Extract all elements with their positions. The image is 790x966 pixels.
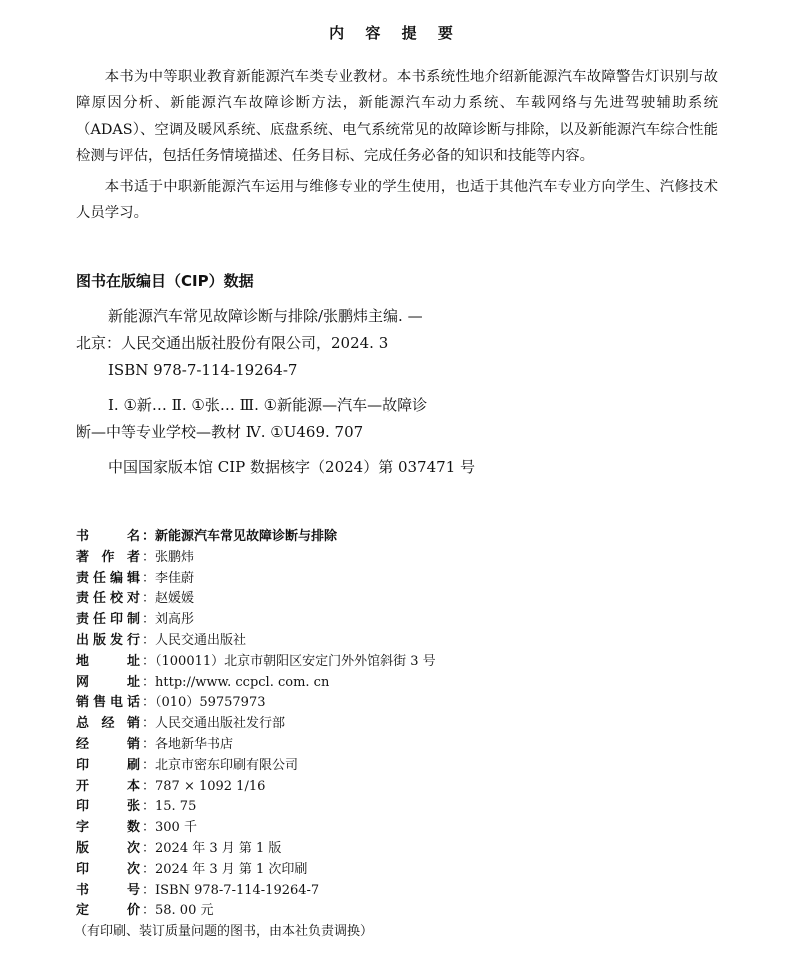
cip-line: ISBN 978-7-114-19264-7 — [108, 361, 298, 379]
colophon-label: 定 价 — [76, 903, 140, 919]
colophon-row — [76, 756, 736, 777]
colophon-label: 出 版 发 行 — [76, 632, 140, 648]
colophon-row — [76, 610, 736, 631]
colophon-row — [76, 673, 736, 694]
colophon-value: ：人民交通出版社 — [142, 632, 247, 648]
colophon-value: ：787 × 1092 1/16 — [142, 778, 266, 794]
colophon-value: ：300 千 — [142, 820, 197, 836]
cip-heading: 图书在版编目（CIP）数据 — [76, 272, 254, 290]
colophon-value: ：15. 75 — [142, 799, 197, 815]
colophon-label: 印 次 — [76, 861, 140, 877]
cip-section — [76, 270, 736, 481]
summary-section — [76, 64, 718, 230]
cip-line: 中国国家版本馆 CIP 数据核字（2024）第 037471 号 — [108, 458, 476, 476]
colophon-label: 总 经 销 — [76, 716, 140, 732]
colophon-label: 印 张 — [76, 799, 140, 815]
colophon-value: ：（100011）北京市朝阳区安定门外外馆斜街 3 号 — [142, 653, 436, 669]
cip-line: 新能源汽车常见故障诊断与排除/张鹏炜主编. — — [108, 307, 423, 325]
colophon-value: ：2024 年 3 月 第 1 版 — [142, 840, 282, 856]
colophon-row — [76, 735, 736, 756]
colophon-label: 印 刷 — [76, 757, 140, 773]
colophon-value: ：新能源汽车常见故障诊断与排除 — [142, 529, 338, 544]
colophon-row — [76, 881, 736, 902]
colophon-value: ：ISBN 978-7-114-19264-7 — [142, 882, 320, 898]
colophon-value: ：各地新华书店 — [142, 736, 234, 752]
colophon-value: ：张鹏炜 — [142, 549, 195, 565]
colophon-label: 责 任 印 制 — [76, 612, 140, 628]
colophon-value: ：北京市密东印刷有限公司 — [142, 757, 299, 773]
colophon-label: 销 售 电 话 — [76, 695, 140, 711]
colophon-value: ：http://www. ccpcl. com. cn — [142, 674, 330, 690]
summary-paragraph: 本书为中等职业教育新能源汽车类专业教材。本书系统性地介绍新能源汽车故障警告灯识别与故障原因分析、新能源汽车故障诊断方法，新能源汽车动力系统、车载网络与先进驾驶辅助系统（ADAS）、空调及暖风系统、底盘系统、电气系统常见的故障诊断与排除，以及新能源汽车综合性能检测与评估，包括任务情境描述、任务目标、完成任务必备的知识和技能等内容。 — [76, 69, 718, 165]
colophon-row — [76, 714, 736, 735]
colophon-row — [76, 589, 736, 610]
cip-line: 北京：人民交通出版社股份有限公司，2024. 3 — [76, 334, 389, 352]
colophon-label: 经 销 — [76, 736, 140, 752]
colophon-value: ：人民交通出版社发行部 — [142, 716, 286, 732]
colophon-label: 书 名 — [76, 529, 140, 544]
colophon-rows — [76, 527, 736, 922]
quality-note: （有印刷、装订质量问题的图书，由本社负责调换） — [74, 924, 374, 940]
colophon-row — [76, 693, 736, 714]
colophon-value: ：李佳蔚 — [142, 570, 195, 586]
colophon-label: 版 次 — [76, 840, 140, 856]
colophon-row — [76, 818, 736, 839]
cip-line: 断—中等专业学校—教材 Ⅳ. ①U469. 707 — [76, 423, 364, 441]
colophon-row — [76, 797, 736, 818]
colophon-label: 字 数 — [76, 820, 140, 836]
colophon-label: 网 址 — [76, 674, 140, 690]
colophon-label: 书 号 — [76, 882, 140, 898]
colophon-value: ：（010）59757973 — [142, 695, 266, 711]
colophon-row — [76, 839, 736, 860]
colophon-row — [76, 548, 736, 569]
colophon-value: ：2024 年 3 月 第 1 次印刷 — [142, 861, 308, 877]
colophon-section — [76, 527, 736, 943]
colophon-label: 责 任 编 辑 — [76, 570, 140, 586]
colophon-row — [76, 860, 736, 881]
colophon-row — [76, 652, 736, 673]
colophon-row — [76, 527, 736, 548]
colophon-label: 著 作 者 — [76, 549, 140, 565]
colophon-label: 开 本 — [76, 778, 140, 794]
colophon-value: ：58. 00 元 — [142, 903, 214, 919]
colophon-label: 地 址 — [76, 653, 140, 669]
colophon-row — [76, 631, 736, 652]
colophon-row — [76, 901, 736, 922]
colophon-value: ：刘高彤 — [142, 612, 195, 628]
cip-line: Ⅰ. ①新… Ⅱ. ①张… Ⅲ. ①新能源—汽车—故障诊 — [108, 396, 428, 414]
colophon-label: 责 任 校 对 — [76, 591, 140, 607]
colophon-row — [76, 569, 736, 590]
page-title: 内 容 提 要 — [329, 24, 461, 42]
summary-paragraph: 本书适于中职新能源汽车运用与维修专业的学生使用，也适于其他汽车专业方向学生、汽修技术人员学习。 — [76, 178, 718, 222]
colophon-value: ：赵媛媛 — [142, 591, 195, 607]
colophon-row — [76, 777, 736, 798]
